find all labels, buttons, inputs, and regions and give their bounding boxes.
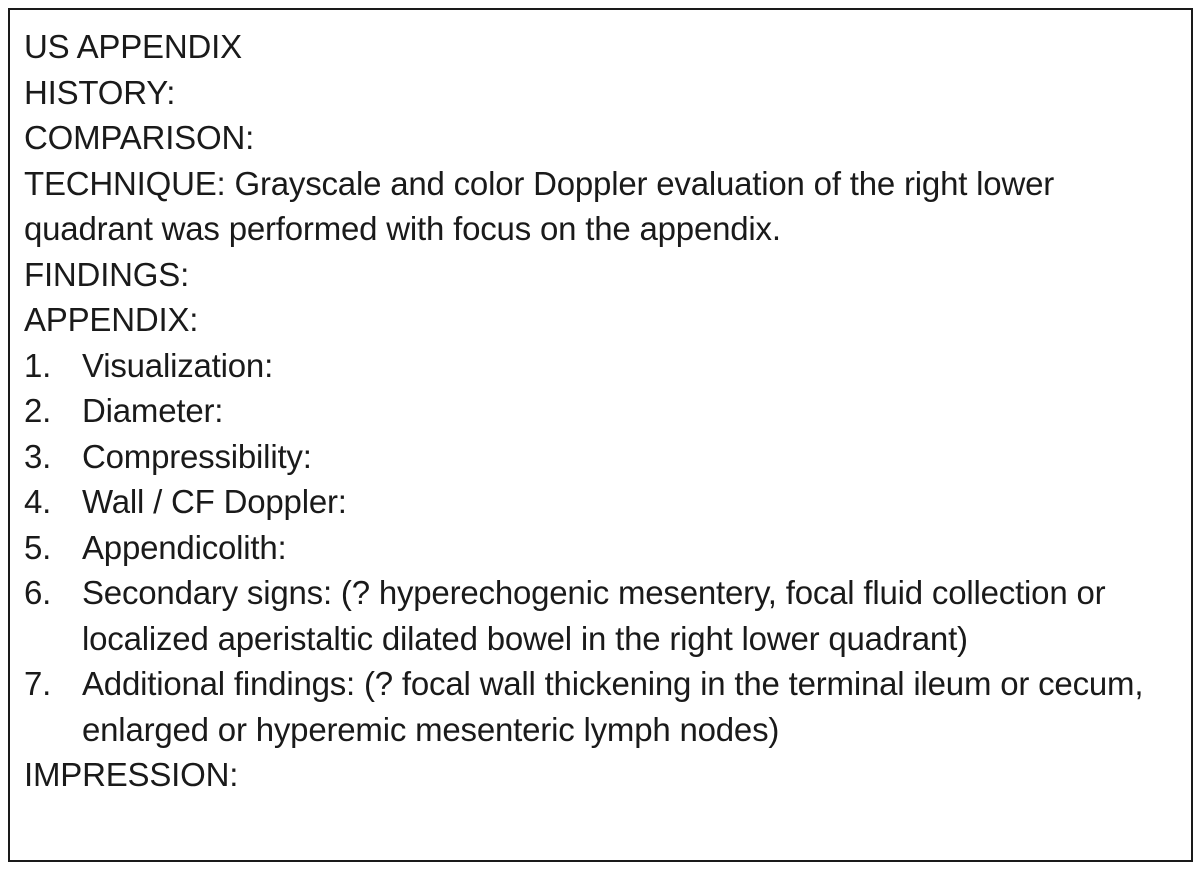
list-item-text: Wall / CF Doppler:	[82, 483, 347, 520]
list-item-number: 6.	[24, 574, 52, 611]
list-item-text: Visualization:	[82, 346, 274, 384]
report-title: US APPENDIX	[24, 28, 242, 65]
list-item	[24, 343, 1177, 389]
list-item-number: 2.	[24, 392, 52, 429]
appendix-findings-list	[24, 343, 1177, 753]
report-template-box	[8, 8, 1193, 862]
list-item-number: 3.	[24, 437, 52, 475]
list-item-number: 4.	[24, 483, 52, 520]
list-item	[24, 570, 1177, 661]
report-body	[24, 24, 1177, 798]
history-heading: HISTORY:	[24, 73, 176, 111]
findings-heading: FINDINGS:	[24, 255, 190, 293]
list-item-text: Diameter:	[82, 392, 224, 429]
list-item-text: Secondary signs: (? hyperechogenic mesentery, focal fluid collection or localized aperistaltic dilated bowel in the right lower quadrant)	[82, 574, 1106, 657]
list-item-number: 7.	[24, 665, 52, 702]
list-item	[24, 661, 1177, 752]
list-item-number: 5.	[24, 528, 52, 566]
list-item-text: Appendicolith:	[82, 528, 287, 566]
comparison-heading: COMPARISON:	[24, 119, 255, 156]
list-item	[24, 479, 1177, 525]
impression-heading: IMPRESSION:	[24, 756, 239, 793]
list-item-text: Compressibility:	[82, 437, 312, 475]
list-item	[24, 434, 1177, 480]
technique-section: TECHNIQUE: Grayscale and color Doppler evaluation of the right lower quadrant was performed with focus on the appendix.	[24, 164, 1055, 247]
appendix-heading: APPENDIX:	[24, 301, 199, 338]
list-item-number: 1.	[24, 346, 52, 384]
list-item	[24, 388, 1177, 434]
list-item-text: Additional findings: (? focal wall thickening in the terminal ileum or cecum, enlarged or hyperemic mesenteric lymph nodes)	[82, 665, 1144, 748]
list-item	[24, 525, 1177, 571]
